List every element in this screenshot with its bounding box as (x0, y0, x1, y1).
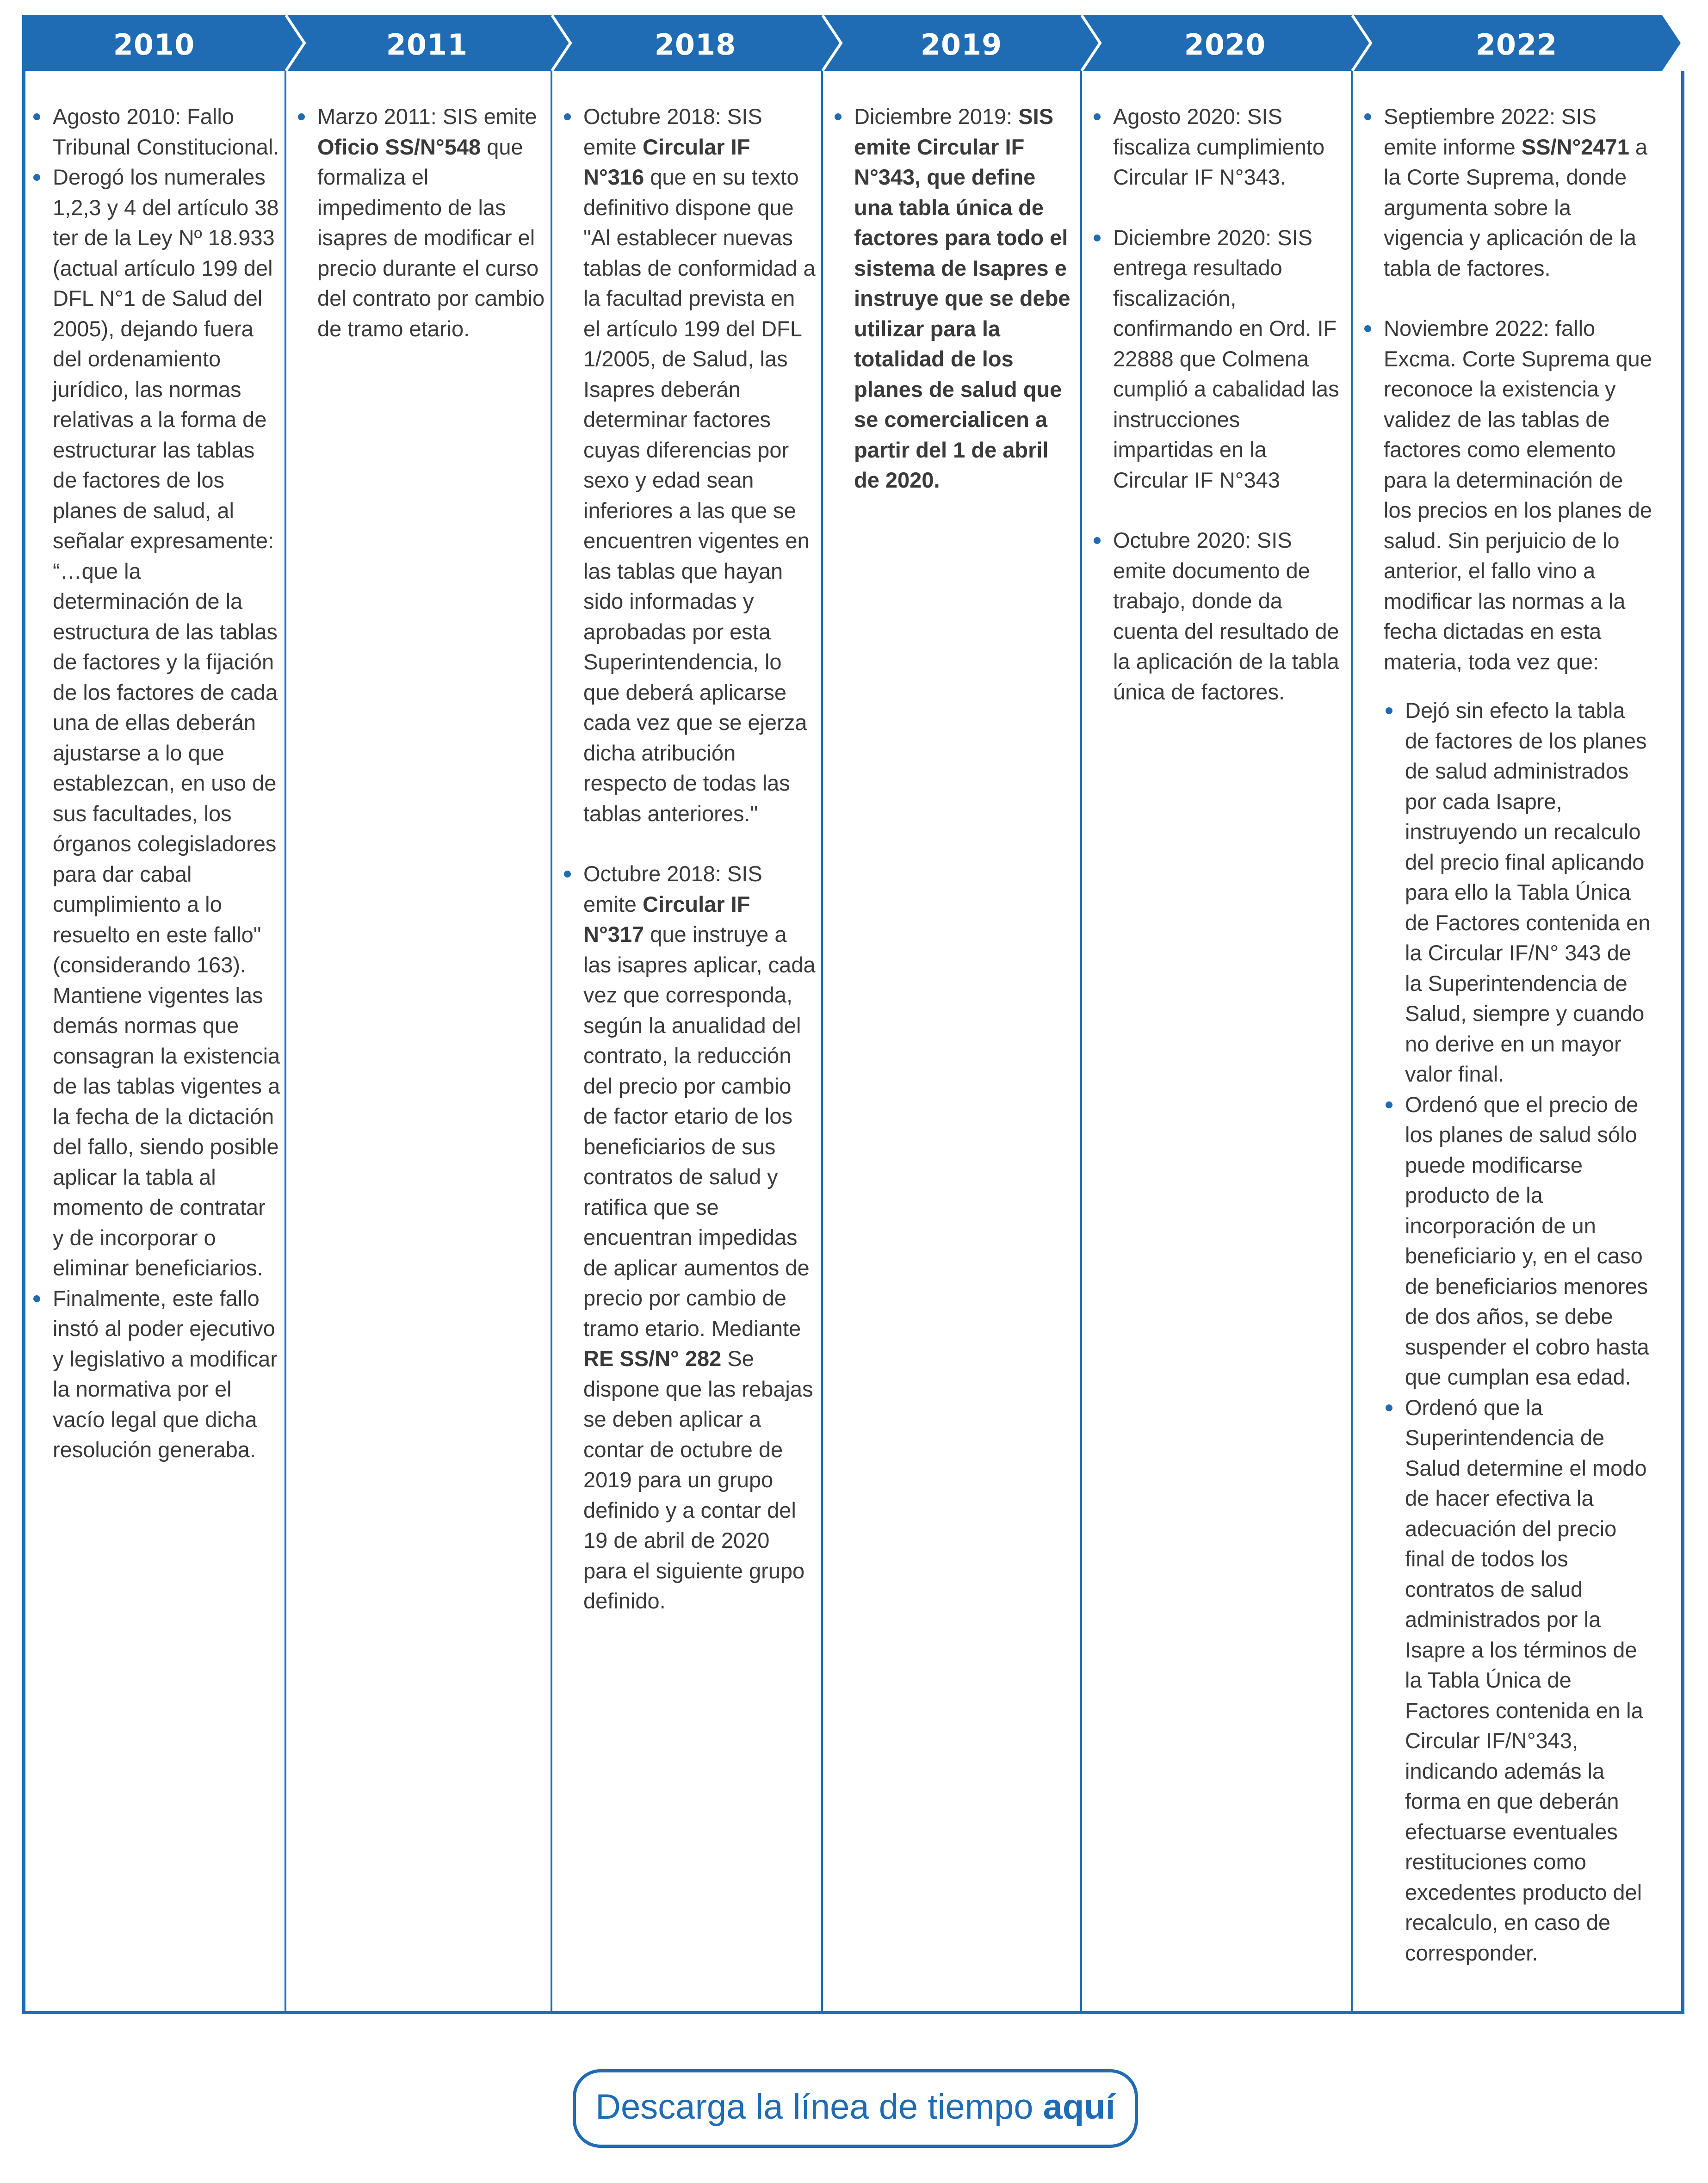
event-text: Se dispone que las rebajas se deben aplicar a contar de octubre de 2019 para un grupo definido y a contar del 19 de abril de 2020 para el siguiente grupo definido. (583, 1346, 813, 1613)
event-text: Diciembre 2019: (854, 104, 1019, 129)
list-item (562, 101, 817, 829)
event-text: Marzo 2011: SIS emite (317, 104, 537, 129)
download-link-text[interactable]: aquí (1043, 2087, 1115, 2127)
column-2018 (562, 71, 817, 2041)
column-divider (285, 71, 286, 2011)
list-item (562, 859, 817, 1616)
list-item (31, 162, 281, 1283)
event-highlight: SIS emite Circular IF N°343, que define una tabla única de factores para todo el sistema de Isapres e instruye que se debe utilizar para la totalidad de los planes de salud que se comercialicen a partir del 1 de abril de 2020. (854, 104, 1071, 492)
event-text: Octubre 2018: SIS emite (583, 104, 762, 159)
event-text: Noviembre 2022: fallo Excma. Corte Suprema que reconoce la existencia y validez de las tablas de factores como elemento para la determinación de los precios en los planes de salud. Sin perjuicio de lo anterior, el fallo vino a modificar las normas a la fecha dictadas en esta materia, toda vez que: (1384, 316, 1652, 674)
event-text: Mantiene vigentes las demás normas que consagran la existencia de las tablas vigentes a la fecha de la dictación del fallo, siendo posible aplicar la tabla al momento de contratar y de incorporar o eliminar beneficiarios. (53, 983, 280, 1280)
event-text: Derogó los numerales 1,2,3 y 4 del artículo 38 ter de la Ley Nº 18.933 (actual artículo 199 del DFL N°1 de Salud del 2005), dejando fuera del ordenamiento jurídico, las normas relativas a la forma de estructurar las tablas de factores de los planes de salud, al señalar expresamente: “…que la determinación de la estructura de las tablas de factores y la fijación de los factores de cada una de ellas deberán ajustarse a lo que establezcan, en uso de sus facultades, los órganos colegisladores para dar cabal cumplimiento a lo resuelto en este fallo" (considerando 163). (53, 165, 279, 977)
event-text: Finalmente, este fallo instó al poder ejecutivo y legislativo a modificar la normativa por el vacío legal que dicha resolución generaba. (53, 1286, 278, 1462)
document-reference: Circular IF N°317 (583, 891, 750, 946)
sub-list-item (1384, 695, 1654, 1089)
sub-list (1384, 695, 1654, 1968)
document-reference: Circular IF N°316 (583, 134, 750, 189)
download-label: Descarga la línea de tiempo (595, 2087, 1043, 2127)
year-2018: 2018 (654, 28, 736, 62)
event-text: Agosto 2010: Fallo Tribunal Constitucional. (53, 104, 279, 159)
list-item (1092, 525, 1346, 707)
column-divider (1351, 71, 1353, 2011)
event-text: Dejó sin efecto la tabla de factores de los planes de salud administrados por cada Isapre, instruyendo un recalculo del precio final aplicando para ello la Tabla Única de Factores contenida en la Circular IF/N° 343 de la Superintendencia de Salud, siempre y cuando no derive en un mayor valor final. (1405, 698, 1651, 1086)
year-2019: 2019 (920, 28, 1003, 62)
document-reference: RE SS/N° 282 (583, 1346, 722, 1371)
event-text: Octubre 2018: SIS emite (583, 861, 762, 916)
list-item (296, 101, 546, 344)
year-2010: 2010 (113, 28, 195, 62)
list-item (1362, 313, 1654, 1968)
column-2019 (833, 71, 1078, 2041)
list-item (1362, 101, 1654, 283)
list-item (31, 1283, 281, 1465)
document-reference: SS/N°2471 (1521, 134, 1629, 159)
list-item (1092, 101, 1346, 192)
list-item (833, 101, 1078, 495)
year-2011: 2011 (386, 28, 468, 62)
event-text: Ordenó que el precio de los planes de salud sólo puede modificarse producto de la incorporación de un beneficiario y, en el caso de beneficiarios menores de dos años, se debe suspender el cobro hasta que cumplan esa edad. (1405, 1092, 1649, 1389)
column-divider (821, 71, 823, 2011)
column-divider (551, 71, 552, 2011)
year-2020: 2020 (1184, 28, 1266, 62)
list-item (31, 101, 281, 162)
column-divider (1080, 71, 1082, 2011)
column-2010 (31, 71, 281, 2041)
document-reference: Oficio SS/N°548 (317, 134, 481, 159)
column-2011 (296, 71, 546, 2041)
year-2022: 2022 (1475, 28, 1558, 62)
column-2020 (1092, 71, 1346, 2041)
timeline-table (22, 15, 1681, 2014)
sub-list-item (1384, 1089, 1654, 1392)
event-text: Agosto 2020: SIS fiscaliza cumplimiento Circular IF N°343. (1113, 104, 1325, 189)
event-text: Septiembre 2022: SIS emite informe (1384, 104, 1597, 159)
event-text: Ordenó que la Superintendencia de Salud determine el modo de hacer efectiva la adecuación del precio final de todos los contratos de salud administrados por la Isapre a los términos de la Tabla Única de Factores contenida en la Circular IF/N°343, indicando además la forma en que deberán efectuarse eventuales restituciones como excedentes producto del recalculo, en caso de corresponder. (1405, 1395, 1647, 1965)
header-row (22, 15, 1681, 71)
event-text: a la Corte Suprema, donde argumenta sobre la vigencia y aplicación de la tabla de factores. (1384, 134, 1648, 280)
sub-list-item (1384, 1392, 1654, 1968)
event-text: Octubre 2020: SIS emite documento de trabajo, donde da cuenta del resultado de la aplicación de la tabla única de factores. (1113, 528, 1339, 704)
event-text: que en su texto definitivo dispone que "Al establecer nuevas tablas de conformidad a la facultad prevista en el artículo 199 del DFL 1/2005, de Salud, las Isapres deberán determinar factores cuyas diferencias por sexo y edad sean inferiores a las que se encuentren vigentes en las tablas que hayan sido informadas y aprobadas por esta Superintendencia, lo que deberá aplicarse cada vez que se ejerza dicha atribución respecto de todas las tablas anteriores." (583, 165, 816, 826)
event-text: Diciembre 2020: SIS entrega resultado fiscalización, confirmando en Ord. IF 22888 que Colmena cumplió a cabalidad las instrucciones impartidas en la Circular IF N°343 (1113, 225, 1339, 492)
event-text: que formaliza el impedimento de las isapres de modificar el precio durante el curso del contrato por cambio de tramo etario. (317, 134, 545, 341)
column-2022 (1362, 71, 1654, 2041)
event-text: que instruye a las isapres aplicar, cada vez que corresponda, según la anualidad del contrato, la reducción del precio por cambio de factor etario de los beneficiarios de sus contratos de salud y ratifica que se encuentran impedidas de aplicar aumentos de precio por cambio de tramo etario. Mediante (583, 922, 816, 1341)
download-timeline-button[interactable] (573, 2069, 1138, 2148)
list-item (1092, 223, 1346, 495)
